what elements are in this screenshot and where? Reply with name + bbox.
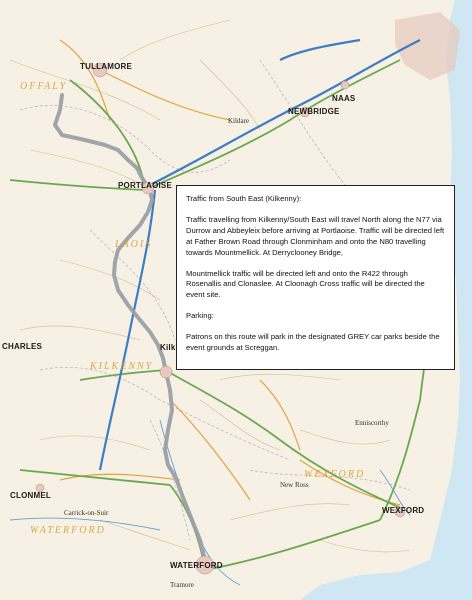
- place-newbridge: NEWBRIDGE: [288, 107, 340, 116]
- place-tramore: Tramore: [170, 581, 194, 589]
- county-laois: LAOIS: [115, 239, 153, 250]
- place-tullamore: TULLAMORE: [80, 62, 133, 71]
- place-kilkenny-short: Kilk: [160, 343, 176, 352]
- county-waterford: WATERFORD: [30, 525, 106, 536]
- place-naas: NAAS: [332, 94, 356, 103]
- info-paragraph-2: Mountmellick traffic will be directed left and onto the R422 through Rosenallis and Clonaslee. At Cloonagh Cross traffic will be directed the event site.: [186, 268, 425, 300]
- place-wexford: WEXFORD: [382, 506, 425, 515]
- traffic-info-box: [176, 185, 455, 370]
- place-charles: CHARLES: [2, 342, 43, 351]
- place-kildare: Kildare: [228, 117, 249, 125]
- place-waterford: WATERFORD: [170, 561, 223, 570]
- place-new-ross: New Ross: [280, 481, 309, 489]
- county-kilkenny: KILKENNY: [90, 361, 154, 372]
- place-carrick-on-suir: Carrick-on-Suir: [64, 509, 109, 517]
- county-offaly: OFFALY: [20, 81, 68, 92]
- county-wexford: WEXFORD: [304, 469, 366, 480]
- info-heading: Traffic from South East (Kilkenny):: [186, 194, 302, 203]
- place-enniscorthy: Enniscorthy: [355, 419, 389, 427]
- parking-text: Patrons on this route will park in the designated GREY car parks beside the event grounds at Screggan.: [186, 332, 440, 353]
- parking-heading: Parking:: [186, 311, 214, 321]
- dublin-urban-area: [395, 12, 460, 80]
- place-portlaoise: PORTLAOISE: [118, 181, 173, 190]
- info-paragraph-1: Traffic travelling from Kilkenny/South East will travel North along the N77 via Durrow and Abbeyleix before arriving at Portlaoise. Traffic will be directed left at Father Brown Road through Clonminham and onto the N80 travelling towards Mountmellick. At Derryclooney Bridge,: [186, 214, 445, 257]
- place-clonmel: CLONMEL: [10, 491, 51, 500]
